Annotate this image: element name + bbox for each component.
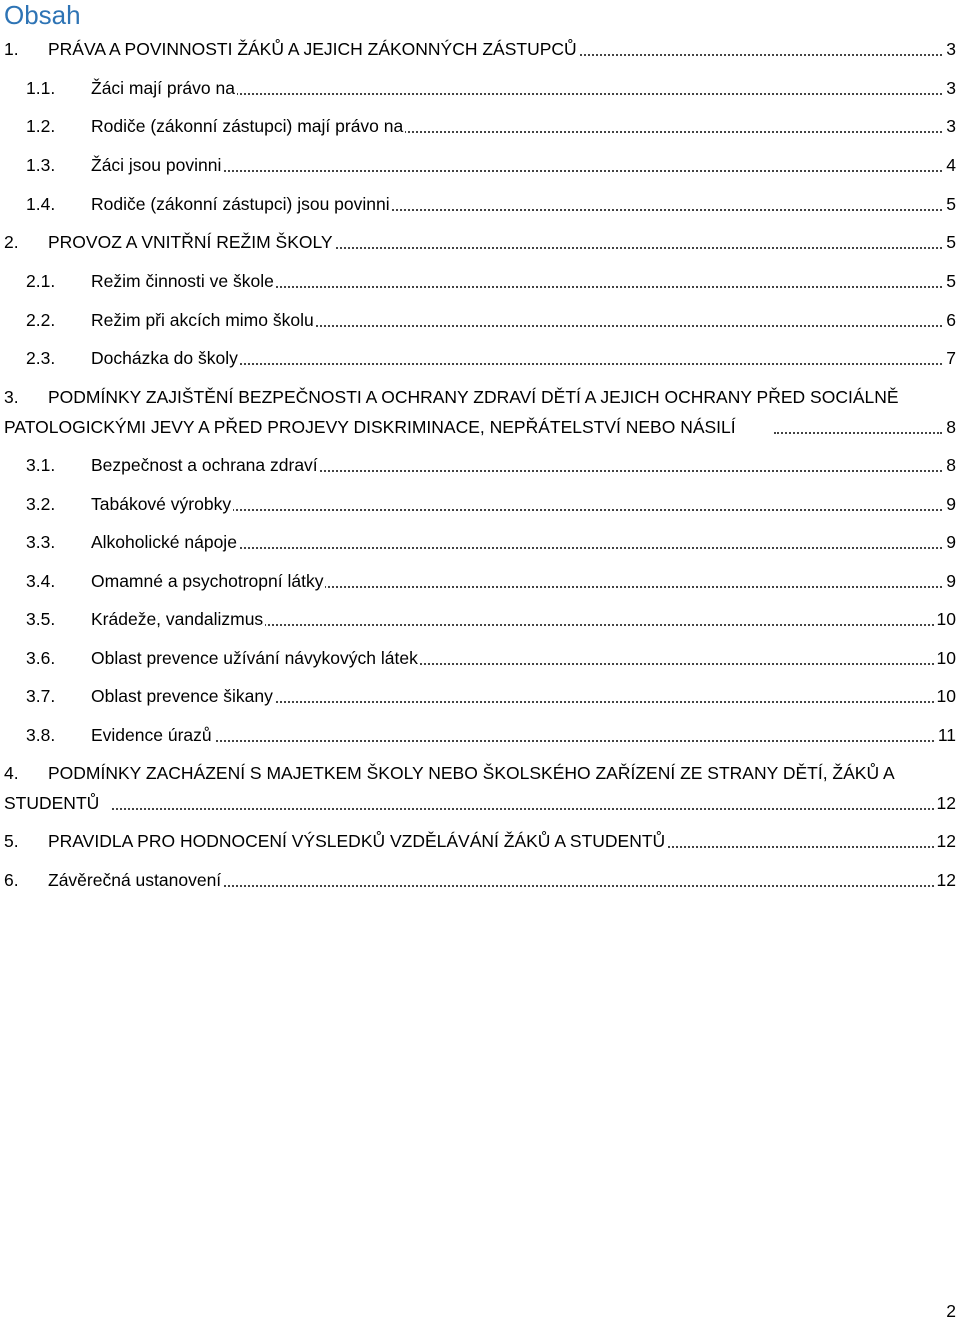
toc-entry-title: Žáci mají právo na: [91, 73, 237, 103]
toc-entry-title: Bezpečnost a ochrana zdraví: [91, 450, 320, 480]
toc-entry[interactable]: [4, 826, 960, 856]
toc-entry-number: 3.6.: [26, 648, 56, 668]
toc-entry-number: 4.: [4, 763, 19, 783]
toc-entry-title: Režim při akcích mimo školu: [91, 305, 316, 335]
toc-entry-number: 2.3.: [26, 348, 56, 368]
page-number: 2: [946, 1301, 956, 1321]
toc-entry[interactable]: [4, 604, 960, 634]
toc-entry-number: 3.8.: [26, 725, 56, 745]
toc-entry-number: 5.: [4, 831, 19, 851]
toc-entry[interactable]: [4, 227, 960, 257]
toc-entry-title: PODMÍNKY ZAJIŠTĚNÍ BEZPEČNOSTI A OCHRANY ZDRAVÍ DĚTÍ A JEJICH OCHRANY PŘED SOCIÁLNĚ PATOLOGICKÝMI JEVY A PŘED PROJEVY DISKRIMINACE, NEPŘÁTELSTVÍ NEBO NÁSILÍ: [4, 387, 899, 437]
dot-leader: [91, 740, 934, 742]
toc-entry[interactable]: [4, 489, 960, 519]
toc-entry[interactable]: [4, 865, 960, 895]
toc-entry-number: 1.3.: [26, 155, 56, 175]
toc-entry-number: 3.2.: [26, 494, 56, 514]
toc-entry[interactable]: [4, 382, 960, 442]
toc-entry-page: 5: [944, 227, 956, 257]
toc-entry-number: 3.5.: [26, 609, 56, 629]
toc-entry[interactable]: [4, 643, 960, 673]
toc-entry[interactable]: [4, 111, 960, 141]
toc-entry[interactable]: [4, 720, 960, 750]
toc-entry-title: Rodiče (zákonní zástupci) mají právo na: [91, 111, 405, 141]
toc-entry-page: 3: [944, 111, 956, 141]
toc-entry-title: Evidence úrazů: [91, 720, 214, 750]
toc-entry-page: 10: [935, 643, 956, 673]
toc-entry-title: PODMÍNKY ZACHÁZENÍ S MAJETKEM ŠKOLY NEBO ŠKOLSKÉHO ZAŘÍZENÍ ZE STRANY DĚTÍ, ŽÁKŮ A STUDENTŮ: [4, 763, 894, 813]
toc-entry-number: 2.2.: [26, 310, 56, 330]
toc-entry-page: 8: [944, 412, 956, 442]
toc-entry-title: Alkoholické nápoje: [91, 527, 239, 557]
toc-entry-page: 7: [944, 343, 956, 373]
toc-entry-page: 9: [944, 489, 956, 519]
toc-entry-page: 5: [944, 189, 956, 219]
toc-entry-number: 1.: [4, 39, 19, 59]
toc-entry[interactable]: [4, 527, 960, 557]
toc-entry-page: 12: [935, 865, 956, 895]
toc-entry-number: 1.1.: [26, 78, 56, 98]
toc-entry-title: Žáci jsou povinni: [91, 150, 223, 180]
toc-heading: Obsah: [4, 0, 81, 30]
toc-entry[interactable]: [4, 681, 960, 711]
toc-entry-page: 10: [935, 681, 956, 711]
toc-entry[interactable]: [4, 343, 960, 373]
toc-entry-title: Oblast prevence šikany: [91, 681, 275, 711]
toc-entry-number: 6.: [4, 870, 19, 890]
toc-entry-number: 3.3.: [26, 532, 56, 552]
toc-entry[interactable]: [4, 150, 960, 180]
toc-entry-title: Rodiče (zákonní zástupci) jsou povinni: [91, 189, 392, 219]
toc-entry[interactable]: [4, 450, 960, 480]
toc-entry-page: 9: [944, 527, 956, 557]
toc-entry[interactable]: [4, 566, 960, 596]
toc-entry-title: Oblast prevence užívání návykových látek: [91, 643, 420, 673]
toc-entry[interactable]: [4, 189, 960, 219]
toc-entry-page: 12: [935, 788, 956, 818]
toc-entry-number: 3.1.: [26, 455, 56, 475]
toc-entry-title: Omamné a psychotropní látky: [91, 566, 325, 596]
toc-entry-number: 1.2.: [26, 116, 56, 136]
toc-entry[interactable]: [4, 305, 960, 335]
toc-entry-title: PROVOZ A VNITŘNÍ REŽIM ŠKOLY: [48, 227, 335, 257]
toc-entry-title: Krádeže, vandalizmus: [91, 604, 265, 634]
toc-entry-page: 5: [944, 266, 956, 296]
toc-entry-page: 8: [944, 450, 956, 480]
toc-entry-number: 3.: [4, 387, 19, 407]
toc-entry-number: 3.7.: [26, 686, 56, 706]
toc-entry-number: 2.1.: [26, 271, 56, 291]
toc-entry-title: Režim činnosti ve škole: [91, 266, 276, 296]
toc-entry-page: 4: [944, 150, 956, 180]
toc-entry[interactable]: [4, 34, 960, 64]
toc-entry-number: 1.4.: [26, 194, 56, 214]
toc-entry[interactable]: [4, 266, 960, 296]
toc-entry-page: 12: [935, 826, 956, 856]
toc-entry-title: Tabákové výrobky: [91, 489, 233, 519]
toc-entry-title: Docházka do školy: [91, 343, 240, 373]
toc-entry-title: PRAVIDLA PRO HODNOCENÍ VÝSLEDKŮ VZDĚLÁVÁNÍ ŽÁKŮ A STUDENTŮ: [48, 826, 667, 856]
toc-entry-page: 3: [944, 34, 956, 64]
toc-entry-number: 2.: [4, 232, 19, 252]
toc-entry-page: 10: [935, 604, 956, 634]
toc-entry-page: 9: [944, 566, 956, 596]
toc-entry-page: 6: [944, 305, 956, 335]
toc-entry[interactable]: [4, 758, 960, 818]
toc-entry-title: PRÁVA A POVINNOSTI ŽÁKŮ A JEJICH ZÁKONNÝCH ZÁSTUPCŮ: [48, 34, 579, 64]
toc-entry-number: 3.4.: [26, 571, 56, 591]
toc-entry-page: 11: [936, 720, 956, 750]
toc-entry-title: Závěrečná ustanovení: [48, 865, 223, 895]
toc-entry-page: 3: [944, 73, 956, 103]
toc-entry[interactable]: [4, 73, 960, 103]
